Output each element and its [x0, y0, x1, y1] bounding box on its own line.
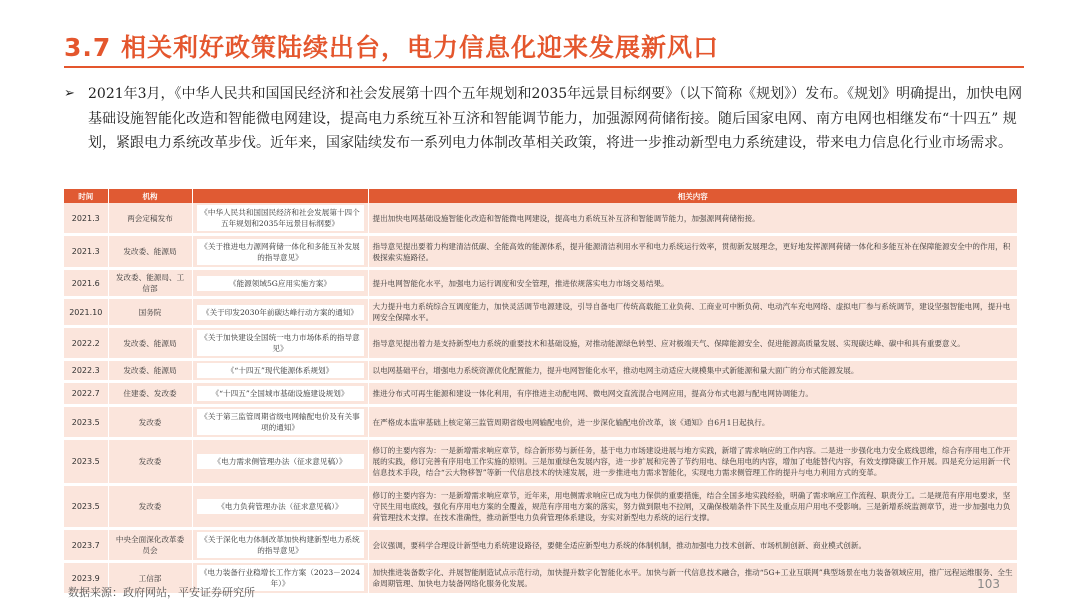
cell-org: 发改委、能源局 [108, 235, 192, 269]
cell-time: 2023.5 [64, 485, 108, 529]
policy-name: 《“十四五”全国城市基础设施建设规划》 [197, 386, 364, 401]
cell-name [192, 269, 368, 298]
cell-time: 2021.6 [64, 269, 108, 298]
cell-content: 加快推进装备数字化、并展智能制造试点示范行动，加快提升数字化智能化水平。加快与新一代信息技术融合，推动“5G+工业互联网”典型场景在电力装备领域应用，推广远程运维服务、全生命周期管理、加快电力装备网络化服务化发展。 [368, 562, 1018, 595]
table-row [64, 529, 1018, 562]
header-content: 相关内容 [368, 189, 1018, 203]
cell-org: 发改委 [108, 485, 192, 529]
cell-org: 国务院 [108, 298, 192, 327]
header-org: 机构 [108, 189, 192, 203]
table-row [64, 269, 1018, 298]
cell-time: 2023.5 [64, 439, 108, 485]
cell-org: 发改委、能源局 [108, 327, 192, 360]
cell-content: 以电网基础平台，增强电力系统资源优化配置能力，提升电网智能化水平，推动电网主动适应大规模集中式新能源和量大面广的分布式能源发展。 [368, 360, 1018, 382]
policy-name: 《关于第三监管周期省级电网输配电价及有关事项的通知》 [197, 409, 364, 435]
cell-time: 2021.3 [64, 235, 108, 269]
table-row [64, 235, 1018, 269]
cell-content: 在严格成本监审基础上核定第三监管周期省级电网输配电价，进一步深化输配电价改革，该《通知》自6月1日起执行。 [368, 406, 1018, 439]
cell-content: 推进分布式可再生能源和建设一体化利用，有序推进主动配电网、微电网交直流混合电网应用，提高分布式电源与配电网协调能力。 [368, 382, 1018, 406]
policy-name: 《“十四五”现代能源体系规划》 [197, 363, 364, 378]
cell-content: 提出加快电网基础设施智能化改造和智能微电网建设，提高电力系统互补互济和智能调节能力，加强源网荷储衔接。 [368, 203, 1018, 235]
cell-name [192, 439, 368, 485]
cell-time: 2023.5 [64, 406, 108, 439]
cell-time: 2021.3 [64, 203, 108, 235]
page-title: 3.7 相关利好政策陆续出台，电力信息化迎来发展新风口 [64, 33, 719, 62]
cell-name [192, 298, 368, 327]
policy-name: 《电力需求侧管理办法（征求意见稿）》 [197, 454, 364, 469]
policy-name: 《中华人民共和国国民经济和社会发展第十四个五年规划和2035年远景目标纲要》 [197, 205, 364, 231]
cell-org: 工信部 [108, 562, 192, 595]
cell-org: 两会定稿发布 [108, 203, 192, 235]
cell-content: 大力提升电力系统综合互调度能力，加快灵活调节电源建设，引导自备电厂传统高载能工业负荷、工商业可中断负荷、电动汽车充电网络、虚拟电厂参与系统调节，建设坚强智能电网，提升电网安全保障水平。 [368, 298, 1018, 327]
table-header-row [64, 189, 1018, 203]
table-row [64, 382, 1018, 406]
bullet-arrow-icon: ➢ [64, 86, 75, 101]
cell-content: 会议强调，要科学合理设计新型电力系统建设路径，要健全适应新型电力系统的体制机制，推动加强电力技术创新、市场机制创新、商业模式创新。 [368, 529, 1018, 562]
intro-paragraph [64, 82, 1034, 156]
policy-name: 《电力负荷管理办法（征求意见稿）》 [197, 499, 364, 514]
cell-content: 提升电网智能化水平，加强电力运行调度和安全管理，推进依规落实电力市场交易结果。 [368, 269, 1018, 298]
cell-time: 2023.9 [64, 562, 108, 595]
cell-org: 住建委、发改委 [108, 382, 192, 406]
cell-name [192, 203, 368, 235]
cell-time: 2023.7 [64, 529, 108, 562]
cell-name [192, 382, 368, 406]
cell-name [192, 327, 368, 360]
table-row [64, 203, 1018, 235]
table-row [64, 439, 1018, 485]
cell-name [192, 406, 368, 439]
policy-name: 《关于推进电力源网荷储一体化和多能互补发展的指导意见》 [197, 239, 364, 265]
cell-name [192, 529, 368, 562]
table-row [64, 298, 1018, 327]
policy-name: 《能源领域5G应用实施方案》 [197, 276, 364, 291]
policy-name: 《关于加快建设全国统一电力市场体系的指导意见》 [197, 330, 364, 356]
cell-name [192, 360, 368, 382]
cell-content: 修订的主要内容为：一是新增需求响应章节，综合新形势与新任务，基于电力市场建设进展与地方实践，新增了需求响应的工作内容。二是进一步强化电力安全底线思维，综合有序用电工作开展的实践，修订完善有序用电工作实施的原则。三是加重绿色发展内容，进一步扩展和完善了节约用电、绿色用电的内容，增加了电能替代内容，有效支撑降碳工作开展。四是充分运用新一代信息技术手段，结合“云大物移智”等新一代信息技术的快速发展，进一步推进电力需求智能化，实现电力需求侧管理工作的提升与电力利用方式的变革。 [368, 439, 1018, 485]
cell-time: 2021.10 [64, 298, 108, 327]
cell-time: 2022.3 [64, 360, 108, 382]
cell-org: 发改委 [108, 406, 192, 439]
header-time: 时间 [64, 189, 108, 203]
table-row [64, 327, 1018, 360]
cell-content: 修订的主要内容为：一是新增需求响应章节，近年来，用电侧需求响应已成为电力保供的重要措施，结合全国多地实践经验，明确了需求响应工作流程、职责分工。二是规范有序用电要求，坚守民生用电底线，强化有序用电方案的全覆盖，规范有序用电方案的落实，努力做到限电不拉闸，又确保极端条件下民生及重点用户用电不受影响。三是新增系统监测章节，进一步加强电力负荷管理技术支撑。在技术准确性，推动新型电力负荷管理体系建设，夯实对新型电力系统的运行支撑。 [368, 485, 1018, 529]
cell-org: 发改委、能源局、工信部 [108, 269, 192, 298]
cell-name [192, 235, 368, 269]
cell-name [192, 485, 368, 529]
policy-name: 《关于深化电力体制改革加快构建新型电力系统的指导意见》 [197, 532, 364, 558]
policy-name: 《关于印发2030年前碳达峰行动方案的通知》 [197, 305, 364, 320]
table-row [64, 360, 1018, 382]
cell-org: 发改委、能源局 [108, 360, 192, 382]
cell-time: 2022.7 [64, 382, 108, 406]
cell-org: 中央全面深化改革委员会 [108, 529, 192, 562]
data-source-note: 数据来源：政府网站，平安证券研究所 [68, 586, 255, 599]
cell-content: 指导意见提出要着力构建清洁低碳、全能高效的能源体系，提升能源清洁利用水平和电力系统运行效率，贯彻新发展理念，更好地发挥源网荷储一体化和多能互补在保障能源安全中的作用，积极探索实施路径。 [368, 235, 1018, 269]
header-name [192, 189, 368, 203]
cell-content: 指导意见提出着力是支持新型电力系统的重要技术和基础设施，对推动能源绿色转型、应对极端天气、保障能源安全、促进能源高质量发展、实现碳达峰、碳中和具有重要意义。 [368, 327, 1018, 360]
title-divider [64, 66, 1024, 68]
page-number: 103 [977, 577, 1000, 591]
cell-org: 发改委 [108, 439, 192, 485]
cell-time: 2022.2 [64, 327, 108, 360]
intro-text: 2021年3月，《中华人民共和国国民经济和社会发展第十四个五年规划和2035年远景目标纲要》（以下简称《规划》）发布。《规划》明确提出，加快电网基础设施智能化改造和智能微电网建设，提高电力系统互补互济和智能调节能力，加强源网荷储衔接。随后国家电网、南方电网也相继发布“十四五” 规划，紧跟电力系统改革步伐。近年来，国家陆续发布一系列电力体制改革相关政策，将进一步推动新型电力系统建设，带来电力信息化行业市场需求。 [88, 86, 1023, 151]
policy-name: 《电力装备行业稳增长工作方案（2023－2024年）》 [197, 565, 364, 591]
policy-table [64, 189, 1018, 596]
table-row [64, 406, 1018, 439]
table-row [64, 485, 1018, 529]
